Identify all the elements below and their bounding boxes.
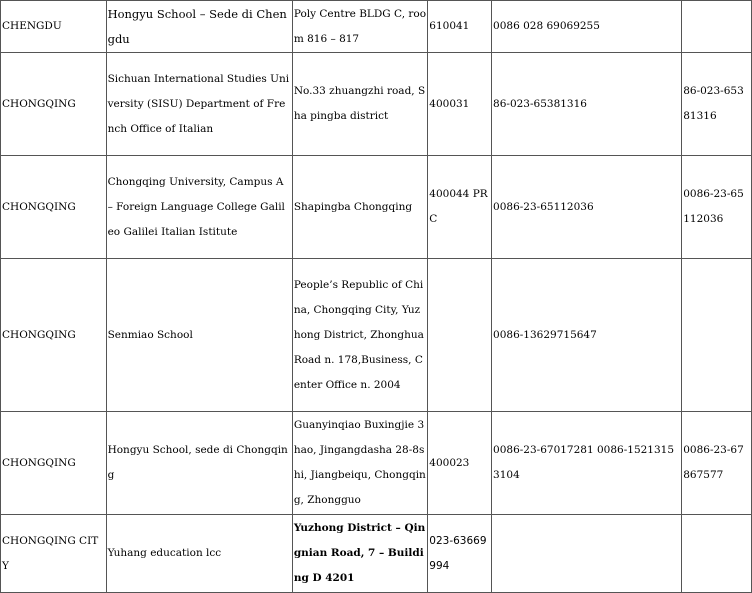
zip-cell: 400044 PRC: [428, 156, 492, 259]
table-row: [1, 515, 752, 593]
table-row: [1, 1, 752, 53]
city-cell: CHONGQING: [1, 259, 107, 412]
city-cell: CHONGQING CITY: [1, 515, 107, 593]
zip-cell: 400031: [428, 53, 492, 156]
city-cell: CHONGQING: [1, 412, 107, 515]
city-cell: CHENGDU: [1, 1, 107, 53]
city-cell: CHONGQING: [1, 53, 107, 156]
address-cell: Yuzhong District – Qingnian Road, 7 – Building D 4201: [292, 515, 427, 593]
fax-cell: 0086-23-67867577: [682, 412, 752, 515]
table-row: [1, 259, 752, 412]
phone-cell: [492, 515, 682, 593]
school-name-cell: Hongyu School, sede di Chongqing: [106, 412, 292, 515]
zip-cell: 400023: [428, 412, 492, 515]
school-name-cell: Hongyu School – Sede di Chengdu: [106, 1, 292, 53]
address-cell: People’s Republic of China, Chongqing City, Yuzhong District, Zhonghua Road n. 178,Business, Center Office n. 2004: [292, 259, 427, 412]
table-row: [1, 156, 752, 259]
fax-cell: 86-023-65381316: [682, 53, 752, 156]
address-cell: Shapingba Chongqing: [292, 156, 427, 259]
city-cell: CHONGQING: [1, 156, 107, 259]
address-cell: Guanyinqiao Buxingjie 3hao, Jingangdasha 28-8shi, Jiangbeiqu, Chongqing, Zhongguo: [292, 412, 427, 515]
fax-cell: 0086-23-65112036: [682, 156, 752, 259]
table-row: [1, 412, 752, 515]
fax-cell: [682, 515, 752, 593]
fax-cell: [682, 259, 752, 412]
zip-cell: [428, 259, 492, 412]
table-row: [1, 53, 752, 156]
address-cell: Poly Centre BLDG C, room 816 – 817: [292, 1, 427, 53]
fax-cell: [682, 1, 752, 53]
school-name-cell: Chongqing University, Campus A – Foreign Language College Galileo Galilei Italian Istitute: [106, 156, 292, 259]
phone-cell: 0086-23-65112036: [492, 156, 682, 259]
address-cell: No.33 zhuangzhi road, Sha pingba district: [292, 53, 427, 156]
school-name-cell: Sichuan International Studies University (SISU) Department of French Office of Italian: [106, 53, 292, 156]
zip-cell: 610041: [428, 1, 492, 53]
school-name-cell: Senmiao School: [106, 259, 292, 412]
zip-cell: 023-63669994: [428, 515, 492, 593]
phone-cell: 86-023-65381316: [492, 53, 682, 156]
school-name-cell: Yuhang education lcc: [106, 515, 292, 593]
phone-cell: 0086-13629715647: [492, 259, 682, 412]
phone-cell: 0086 028 69069255: [492, 1, 682, 53]
phone-cell: 0086-23-67017281 0086-15213153104: [492, 412, 682, 515]
